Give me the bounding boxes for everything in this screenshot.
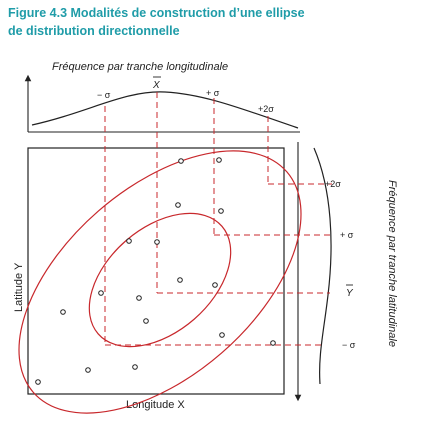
y-plus-sigma-label: + σ [340,230,354,240]
data-points [36,158,276,385]
top-axis-label: Fréquence par tranche longitudinale [52,61,229,73]
outer-ellipse-2sigma [0,101,348,432]
guide-lines [105,92,334,345]
x-minus-sigma-label: − σ [97,90,111,100]
data-point [127,239,132,244]
right-axis-label: Fréquence par tranche latitudinale [386,180,398,347]
y-axis-label: Latitude Y [13,262,25,312]
data-point [86,368,91,373]
figure-title-line1: Figure 4.3 Modalités de construction d’une ellipse [8,6,305,20]
y-mean-label: Y [346,288,353,299]
data-point [144,319,149,324]
data-point [220,333,225,338]
figure-title-line2: de distribution directionnelle [8,24,180,38]
data-point [155,240,160,245]
data-point [178,278,183,283]
x-axis-label: Longitude X [126,399,185,411]
data-point [99,291,104,296]
data-point [179,159,184,164]
y-plus-2sigma-label: +2σ [325,179,341,189]
plot-frame [28,148,284,394]
data-point [271,341,276,346]
data-point [176,203,181,208]
data-point [133,365,138,370]
data-point [213,283,218,288]
data-point [219,209,224,214]
y-minus-sigma-label: − σ [342,340,356,350]
x-plus-2sigma-label: +2σ [258,104,274,114]
data-point [61,310,66,315]
x-plus-sigma-label: + σ [206,88,220,98]
x-mean-label: X [153,80,160,91]
data-point [217,158,222,163]
data-point [36,380,41,385]
data-point [137,296,142,301]
